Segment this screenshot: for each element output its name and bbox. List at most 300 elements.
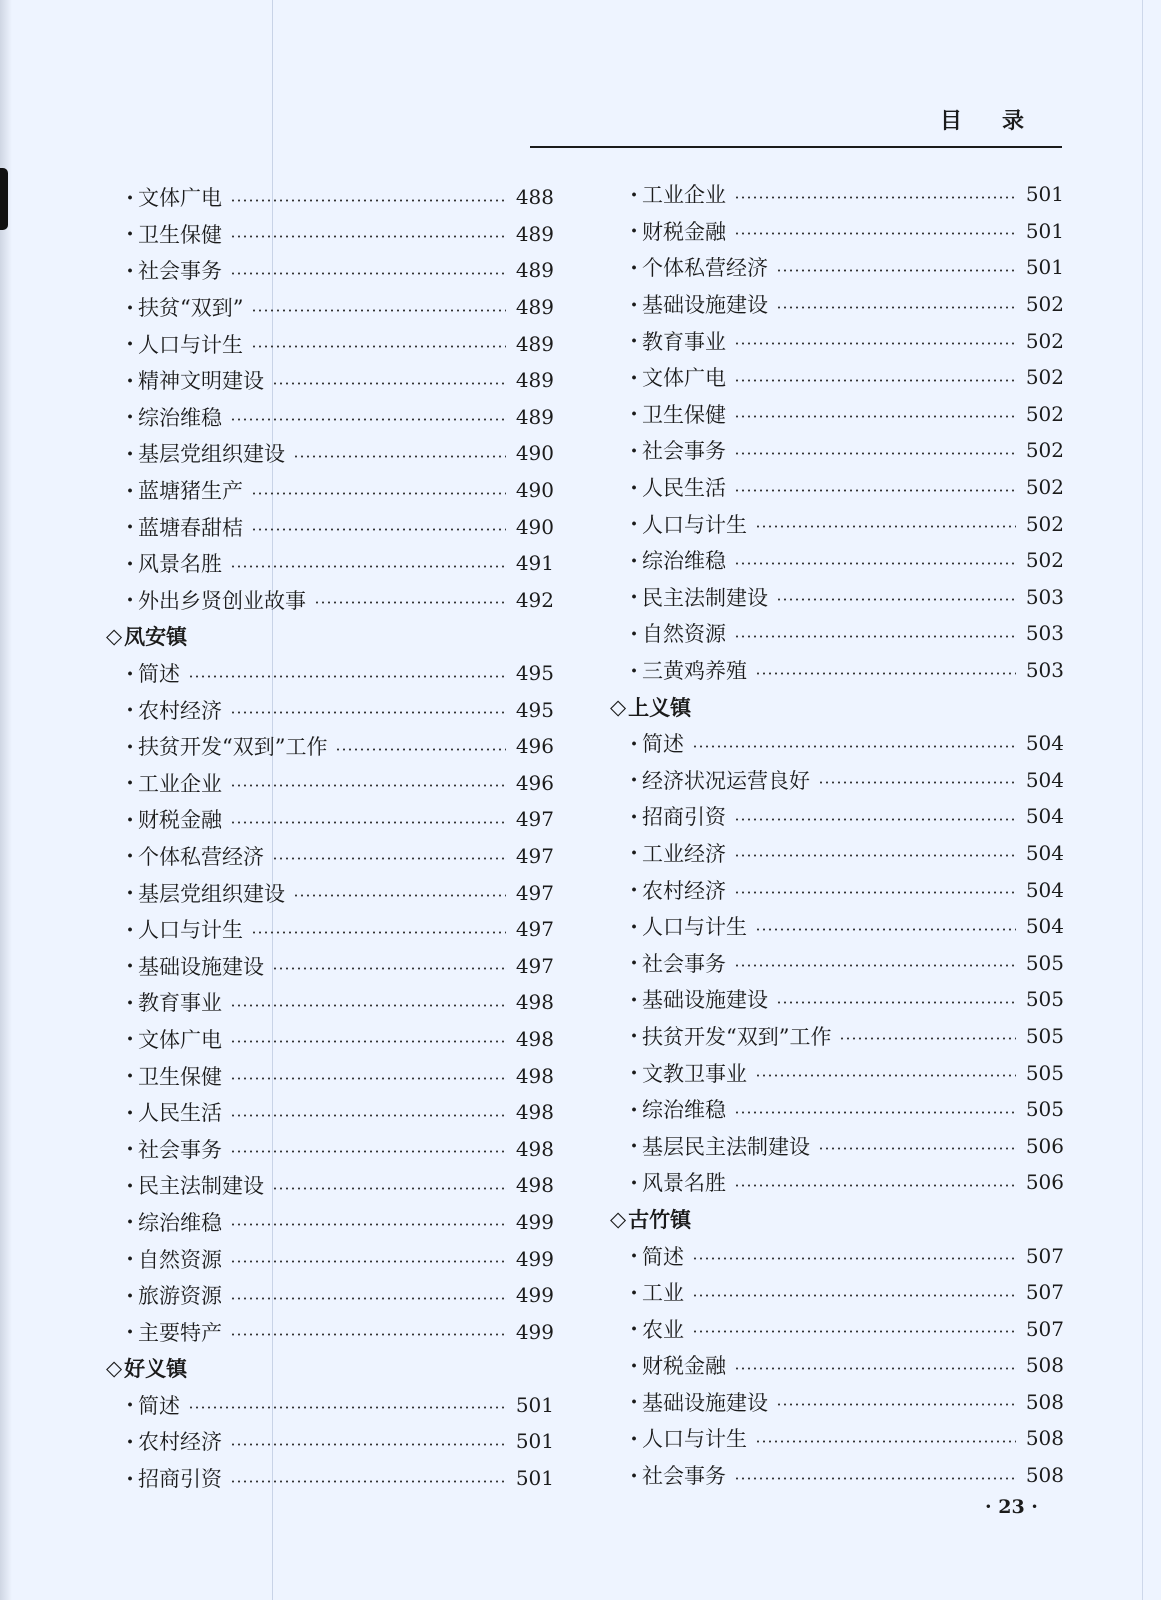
entry-page-number: 489	[515, 404, 554, 429]
page-title: 目录	[940, 108, 1065, 134]
entry-page-number: 498	[515, 1173, 554, 1198]
dot-leader	[230, 1333, 506, 1336]
entry-label: 风景名胜	[138, 552, 222, 577]
toc-entry[interactable]	[106, 325, 554, 362]
bullet-icon: ·	[630, 474, 638, 500]
entry-page-number: 492	[515, 587, 554, 612]
dot-leader	[734, 1477, 1016, 1480]
toc-entry[interactable]	[106, 508, 554, 545]
entry-label: 人民生活	[138, 1101, 222, 1126]
bullet-icon: ·	[630, 730, 638, 756]
dot-leader	[734, 452, 1016, 455]
bullet-icon: ·	[630, 620, 638, 646]
bullet-icon: ·	[126, 1026, 134, 1052]
bullet-icon: ·	[126, 953, 134, 979]
dot-leader	[734, 635, 1016, 638]
entry-page-number: 502	[1025, 292, 1064, 317]
bullet-icon: ·	[630, 437, 638, 463]
toc-entry[interactable]	[106, 984, 554, 1021]
section-label: 上义镇	[628, 694, 692, 720]
entry-page-number: 499	[515, 1283, 554, 1308]
entry-page-number: 498	[515, 1063, 554, 1088]
toc-entry[interactable]	[610, 505, 1064, 542]
section-label: 好义镇	[124, 1356, 188, 1382]
toc-entry[interactable]	[106, 179, 554, 216]
entry-label: 社会事务	[642, 439, 726, 464]
entry-label: 社会事务	[642, 1464, 726, 1489]
entry-label: 简述	[138, 662, 180, 687]
bullet-icon: ·	[630, 218, 638, 244]
toc-section-heading[interactable]	[610, 688, 1064, 725]
entry-page-number: 502	[1025, 401, 1064, 426]
toc-entry[interactable]	[610, 798, 1064, 835]
toc-entry[interactable]	[106, 289, 554, 326]
dot-leader	[692, 1294, 1016, 1297]
entry-page-number: 498	[515, 990, 554, 1015]
dot-leader	[230, 1480, 506, 1483]
toc-entry[interactable]	[106, 1057, 554, 1094]
entry-page-number: 508	[1025, 1353, 1064, 1378]
entry-page-number: 504	[1025, 877, 1064, 902]
toc-entry[interactable]	[106, 1021, 554, 1058]
bullet-icon: ·	[126, 1428, 134, 1454]
toc-entry[interactable]	[610, 579, 1064, 616]
entry-page-number: 503	[1025, 584, 1064, 609]
bullet-icon: ·	[126, 514, 134, 540]
entry-page-number: 490	[515, 478, 554, 503]
bullet-icon: ·	[630, 1389, 638, 1415]
entry-page-number: 498	[515, 1026, 554, 1051]
dot-leader	[755, 928, 1016, 931]
entry-label: 人口与计生	[138, 918, 243, 943]
entry-page-number: 507	[1025, 1280, 1064, 1305]
entry-page-number: 503	[1025, 621, 1064, 646]
entry-page-number: 505	[1025, 1097, 1064, 1122]
toc-entry[interactable]	[610, 1420, 1064, 1457]
entry-label: 基础设施建设	[138, 954, 264, 979]
bullet-icon: ·	[126, 697, 134, 723]
dot-leader	[692, 745, 1016, 748]
toc-entry[interactable]	[106, 399, 554, 436]
entry-label: 民主法制建设	[138, 1174, 264, 1199]
entry-page-number: 498	[515, 1100, 554, 1125]
bullet-icon: ·	[630, 1425, 638, 1451]
toc-entry[interactable]	[106, 1313, 554, 1350]
dot-leader	[230, 711, 506, 714]
entry-label: 基础设施建设	[642, 988, 768, 1013]
dot-leader	[230, 1004, 506, 1007]
entry-label: 卫生保健	[642, 402, 726, 427]
dot-leader	[251, 931, 506, 934]
entry-page-number: 506	[1025, 1170, 1064, 1195]
entry-label: 人口与计生	[642, 1427, 747, 1452]
entry-page-number: 497	[515, 917, 554, 942]
entry-page-number: 490	[515, 441, 554, 466]
toc-entry[interactable]	[106, 1423, 554, 1460]
bullet-icon: ·	[126, 1465, 134, 1491]
toc-entry[interactable]	[610, 615, 1064, 652]
bullet-icon: ·	[126, 221, 134, 247]
entry-label: 简述	[138, 1393, 180, 1418]
dot-leader	[272, 857, 506, 860]
entry-page-number: 505	[1025, 950, 1064, 975]
toc-entry[interactable]	[610, 652, 1064, 689]
dot-leader	[230, 784, 506, 787]
toc-entry[interactable]	[106, 728, 554, 765]
bullet-icon: ·	[630, 1279, 638, 1305]
entry-label: 综治维稳	[642, 1098, 726, 1123]
toc-entry[interactable]	[106, 545, 554, 582]
dot-leader	[188, 675, 506, 678]
bullet-icon: ·	[630, 1096, 638, 1122]
page-number: · 23 ·	[985, 1496, 1038, 1518]
bullet-icon: ·	[126, 733, 134, 759]
dot-leader	[230, 272, 506, 275]
bullet-icon: ·	[630, 547, 638, 573]
entry-label: 卫生保健	[138, 222, 222, 247]
dot-leader	[251, 309, 506, 312]
toc-section-heading[interactable]	[610, 1201, 1064, 1238]
toc-entry[interactable]	[610, 396, 1064, 433]
entry-label: 个体私营经济	[138, 844, 264, 869]
dot-leader	[776, 306, 1016, 309]
toc-entry[interactable]	[106, 1167, 554, 1204]
dot-leader	[293, 455, 506, 458]
entry-page-number: 505	[1025, 1060, 1064, 1085]
toc-entry[interactable]	[610, 176, 1064, 213]
entry-label: 人口与计生	[642, 512, 747, 537]
toc-entry[interactable]	[610, 725, 1064, 762]
entry-page-number: 506	[1025, 1133, 1064, 1158]
dot-leader	[734, 379, 1016, 382]
toc-entry[interactable]	[106, 472, 554, 509]
toc-entry[interactable]	[106, 874, 554, 911]
dot-leader	[734, 854, 1016, 857]
section-label: 凤安镇	[124, 624, 188, 650]
bullet-icon: ·	[630, 950, 638, 976]
entry-label: 教育事业	[138, 991, 222, 1016]
toc-entry[interactable]	[610, 1310, 1064, 1347]
toc-entry[interactable]	[106, 252, 554, 289]
entry-label: 人口与计生	[138, 332, 243, 357]
dot-leader	[818, 781, 1016, 784]
entry-page-number: 496	[515, 734, 554, 759]
toc-entry[interactable]	[106, 1460, 554, 1497]
entry-page-number: 502	[1025, 438, 1064, 463]
entry-page-number: 489	[515, 258, 554, 283]
entry-page-number: 503	[1025, 658, 1064, 683]
toc-entry[interactable]	[610, 1054, 1064, 1091]
bullet-icon: ·	[630, 254, 638, 280]
toc-section-heading[interactable]	[106, 618, 554, 655]
entry-page-number: 495	[515, 661, 554, 686]
bullet-icon: ·	[126, 367, 134, 393]
entry-label: 综治维稳	[642, 549, 726, 574]
bullet-icon: ·	[126, 1099, 134, 1125]
entry-label: 文体广电	[138, 1027, 222, 1052]
toc-entry[interactable]	[106, 801, 554, 838]
dot-leader	[734, 1367, 1016, 1370]
bullet-icon: ·	[126, 1392, 134, 1418]
entry-label: 蓝塘猪生产	[138, 479, 243, 504]
bullet-icon: ·	[630, 1352, 638, 1378]
dot-leader	[755, 672, 1016, 675]
diamond-icon: ◇	[610, 1206, 627, 1231]
toc-entry[interactable]	[610, 871, 1064, 908]
dot-leader	[734, 489, 1016, 492]
toc-entry[interactable]	[106, 216, 554, 253]
toc-entry[interactable]	[610, 213, 1064, 250]
entry-label: 综治维稳	[138, 405, 222, 430]
entry-label: 蓝塘春甜桔	[138, 515, 243, 540]
toc-entry[interactable]	[610, 1164, 1064, 1201]
bullet-icon: ·	[126, 477, 134, 503]
dot-leader	[818, 1147, 1016, 1150]
entry-label: 招商引资	[642, 805, 726, 830]
dot-leader	[734, 562, 1016, 565]
toc-entry[interactable]	[106, 582, 554, 619]
entry-page-number: 496	[515, 770, 554, 795]
toc-entry[interactable]	[610, 908, 1064, 945]
dot-leader	[230, 1077, 506, 1080]
bullet-icon: ·	[126, 440, 134, 466]
dot-leader	[251, 345, 506, 348]
entry-page-number: 504	[1025, 731, 1064, 756]
toc-entry[interactable]	[106, 1094, 554, 1131]
bullet-icon: ·	[630, 986, 638, 1012]
diamond-icon: ◇	[610, 694, 627, 719]
entry-label: 财税金融	[642, 1354, 726, 1379]
bullet-icon: ·	[630, 803, 638, 829]
toc-section-heading[interactable]	[106, 1350, 554, 1387]
section-label: 古竹镇	[628, 1206, 692, 1232]
entry-label: 扶贫开发“双到”工作	[138, 735, 328, 760]
entry-label: 风景名胜	[642, 1171, 726, 1196]
entry-label: 财税金融	[642, 219, 726, 244]
toc-right-column	[610, 176, 1064, 1493]
entry-page-number: 499	[515, 1209, 554, 1234]
entry-page-number: 502	[1025, 365, 1064, 390]
toc-entry[interactable]	[106, 947, 554, 984]
scan-fold-line-right	[1142, 0, 1143, 1600]
entry-label: 基层党组织建设	[138, 881, 285, 906]
entry-page-number: 497	[515, 880, 554, 905]
toc-entry[interactable]	[106, 655, 554, 692]
bullet-icon: ·	[630, 877, 638, 903]
toc-entry[interactable]	[610, 1457, 1064, 1494]
toc-entry[interactable]	[106, 838, 554, 875]
entry-page-number: 499	[515, 1246, 554, 1271]
entry-page-number: 508	[1025, 1426, 1064, 1451]
bullet-icon: ·	[126, 331, 134, 357]
entry-page-number: 501	[515, 1392, 554, 1417]
toc-entry[interactable]	[610, 1018, 1064, 1055]
dot-leader	[734, 196, 1016, 199]
bullet-icon: ·	[630, 657, 638, 683]
entry-label: 个体私营经济	[642, 256, 768, 281]
toc-entry[interactable]	[610, 1091, 1064, 1128]
dot-leader	[230, 1443, 506, 1446]
dot-leader	[776, 1001, 1016, 1004]
entry-label: 社会事务	[138, 259, 222, 284]
bullet-icon: ·	[630, 1462, 638, 1488]
entry-page-number: 495	[515, 697, 554, 722]
dot-leader	[734, 342, 1016, 345]
toc-entry[interactable]	[610, 1127, 1064, 1164]
entry-page-number: 507	[1025, 1243, 1064, 1268]
toc-entry[interactable]	[106, 1240, 554, 1277]
dot-leader	[230, 565, 506, 568]
toc-left-column	[106, 179, 554, 1496]
entry-label: 扶贫开发“双到”工作	[642, 1024, 832, 1049]
toc-entry[interactable]	[610, 1274, 1064, 1311]
dot-leader	[230, 418, 506, 421]
bullet-icon: ·	[630, 291, 638, 317]
bullet-icon: ·	[630, 1133, 638, 1159]
dot-leader	[755, 525, 1016, 528]
page-binding-edge	[0, 0, 12, 1600]
dot-leader	[734, 415, 1016, 418]
dot-leader	[776, 1403, 1016, 1406]
toc-entry[interactable]	[610, 944, 1064, 981]
bullet-icon: ·	[630, 584, 638, 610]
entry-label: 基础设施建设	[642, 1390, 768, 1415]
entry-label: 经济状况运营良好	[642, 768, 810, 793]
bullet-icon: ·	[126, 550, 134, 576]
dot-leader	[272, 382, 506, 385]
toc-entry[interactable]	[106, 691, 554, 728]
entry-page-number: 502	[1025, 475, 1064, 500]
dot-leader	[188, 1406, 506, 1409]
toc-entry[interactable]	[610, 835, 1064, 872]
entry-label: 财税金融	[138, 808, 222, 833]
toc-entry[interactable]	[106, 435, 554, 472]
toc-entry[interactable]	[610, 469, 1064, 506]
entry-label: 农村经济	[138, 1430, 222, 1455]
bullet-icon: ·	[630, 767, 638, 793]
dot-leader	[230, 1040, 506, 1043]
bullet-icon: ·	[630, 511, 638, 537]
entry-page-number: 504	[1025, 767, 1064, 792]
entry-label: 文教卫事业	[642, 1061, 747, 1086]
entry-page-number: 489	[515, 368, 554, 393]
entry-label: 基础设施建设	[642, 293, 768, 318]
entry-page-number: 489	[515, 331, 554, 356]
entry-label: 主要特产	[138, 1320, 222, 1345]
toc-entry[interactable]	[106, 1277, 554, 1314]
entry-label: 文体广电	[642, 366, 726, 391]
dot-leader	[335, 748, 506, 751]
bullet-icon: ·	[126, 1172, 134, 1198]
dot-leader	[230, 1297, 506, 1300]
bullet-icon: ·	[126, 1063, 134, 1089]
bullet-icon: ·	[126, 1136, 134, 1162]
toc-entry[interactable]	[610, 1237, 1064, 1274]
toc-entry[interactable]	[610, 1347, 1064, 1384]
bullet-icon: ·	[126, 294, 134, 320]
dot-leader	[272, 1187, 506, 1190]
bullet-icon: ·	[630, 1023, 638, 1049]
header-rule	[530, 146, 1062, 148]
bullet-icon: ·	[126, 1246, 134, 1272]
entry-label: 自然资源	[642, 622, 726, 647]
dot-leader	[314, 601, 506, 604]
bullet-icon: ·	[630, 364, 638, 390]
toc-entry[interactable]	[610, 762, 1064, 799]
toc-entry[interactable]	[610, 359, 1064, 396]
entry-label: 简述	[642, 732, 684, 757]
entry-page-number: 504	[1025, 914, 1064, 939]
dot-leader	[230, 235, 506, 238]
entry-label: 工业	[642, 1281, 684, 1306]
bullet-icon: ·	[630, 328, 638, 354]
toc-entry[interactable]	[106, 1387, 554, 1424]
dot-leader	[734, 818, 1016, 821]
bullet-icon: ·	[126, 184, 134, 210]
entry-label: 教育事业	[642, 329, 726, 354]
entry-page-number: 502	[1025, 548, 1064, 573]
dot-leader	[293, 894, 506, 897]
dot-leader	[230, 1223, 506, 1226]
toc-entry[interactable]	[610, 322, 1064, 359]
dot-leader	[755, 1074, 1016, 1077]
bullet-icon: ·	[126, 1282, 134, 1308]
dot-leader	[692, 1257, 1016, 1260]
bullet-icon: ·	[126, 989, 134, 1015]
toc-entry[interactable]	[610, 286, 1064, 323]
toc-entry[interactable]	[106, 911, 554, 948]
toc-entry[interactable]	[106, 765, 554, 802]
entry-page-number: 497	[515, 807, 554, 832]
bullet-icon: ·	[630, 1243, 638, 1269]
entry-label: 综治维稳	[138, 1210, 222, 1235]
entry-page-number: 488	[515, 185, 554, 210]
entry-page-number: 501	[515, 1466, 554, 1491]
entry-label: 招商引资	[138, 1467, 222, 1492]
toc-entry[interactable]	[106, 362, 554, 399]
dot-leader	[251, 528, 506, 531]
entry-page-number: 504	[1025, 840, 1064, 865]
entry-label: 卫生保健	[138, 1064, 222, 1089]
entry-page-number: 502	[1025, 511, 1064, 536]
toc-entry[interactable]	[106, 1204, 554, 1241]
dot-leader	[734, 232, 1016, 235]
bullet-icon: ·	[630, 401, 638, 427]
bullet-icon: ·	[126, 587, 134, 613]
dot-leader	[230, 1114, 506, 1117]
bullet-icon: ·	[630, 913, 638, 939]
entry-page-number: 490	[515, 514, 554, 539]
entry-label: 基层民主法制建设	[642, 1134, 810, 1159]
entry-label: 旅游资源	[138, 1284, 222, 1309]
toc-entry[interactable]	[610, 542, 1064, 579]
toc-entry[interactable]	[610, 1384, 1064, 1421]
toc-entry[interactable]	[610, 981, 1064, 1018]
toc-entry[interactable]	[610, 432, 1064, 469]
dot-leader	[230, 199, 506, 202]
dot-leader	[776, 269, 1016, 272]
entry-label: 工业企业	[642, 183, 726, 208]
dot-leader	[734, 1184, 1016, 1187]
entry-page-number: 507	[1025, 1316, 1064, 1341]
entry-page-number: 502	[1025, 328, 1064, 353]
bullet-icon: ·	[126, 916, 134, 942]
bullet-icon: ·	[126, 843, 134, 869]
toc-entry[interactable]	[610, 249, 1064, 286]
bullet-icon: ·	[126, 806, 134, 832]
toc-entry[interactable]	[106, 1130, 554, 1167]
bullet-icon: ·	[126, 660, 134, 686]
